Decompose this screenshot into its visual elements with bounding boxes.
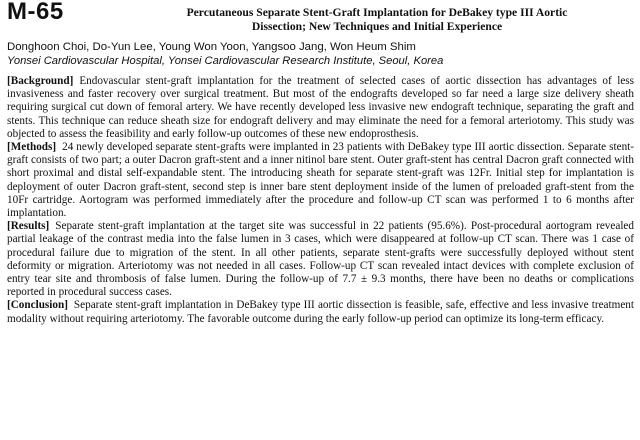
results-section xyxy=(7,220,634,299)
author-list: Donghoon Choi, Do-Yun Lee, Young Won Yoon, Yangsoo Jang, Won Heum Shim xyxy=(7,41,416,53)
title-line-2: Dissection; New Techniques and Initial Experience xyxy=(251,20,503,33)
methods-text: 24 newly developed separate stent-grafts were implanted in 23 patients with DeBakey type III aortic dissection. Separate stent-graft consists of two part; a outer Dacron graft-stent and a inner nitinol bare stent. Outer graft-stent has central Dacron graft connected with short proximal and distal self-expandable stent. The introducing sheath for separate stent-graft was 12Fr. Initial step for implantation is deployment of outer Dacron graft-stent, second step is inner bare stent deployment inside of the lumen of preloaded graft-stent from the 10Fr cartridge. Aortogram was performed immediately after the procedure and follow-up CT scan was performed 1 to 6 months after implantation. xyxy=(7,141,634,220)
conclusion-label: [Conclusion] xyxy=(7,299,68,312)
abstract-header xyxy=(4,0,634,40)
results-text: Separate stent-graft implantation at the target site was successful in 22 patients (95.6%). Post-procedural aortogram revealed partial leakage of the contrast media into the false lumen in 3 cases, which were disappeared at follow-up CT scan. There was 1 case of procedural failure due to migration of the stent. In all other patients, separate stent-grafts were successfully deployed without stent deformity or migration. Arteriotomy was not needed in all cases. Follow-up CT scan revealed intact devices with complete exclusion of entry tear site and thrombosis of false lumen. During the follow-up of 7.7 ± 9.3 months, there have been no deaths or complications reported in procedural success cases. xyxy=(7,220,634,299)
background-text: Endovascular stent-graft implantation for the treatment of selected cases of aortic dissection has advantages of less invasiveness and faster recovery over surgical treatment. But most of the endografts developed so far need a large size delivery sheath requiring surgical cut down of femoral artery. We have recently developed less invasive new endograft technique, separating the graft and stents. This technique can reduce sheath size for endograft delivery and may eliminate the need for a femoral arteriotomy. This study was objected to assess the feasibility and early follow-up outcomes of these new endoprosthesis. xyxy=(7,75,634,140)
abstract-id: M-65 xyxy=(7,0,64,25)
affiliation: Yonsei Cardiovascular Hospital, Yonsei Cardiovascular Research Institute, Seoul, Korea xyxy=(7,55,444,67)
conclusion-section xyxy=(7,299,634,325)
background-section xyxy=(7,75,634,141)
title-line-1: Percutaneous Separate Stent-Graft Implantation for DeBakey type III Aortic xyxy=(186,6,568,19)
methods-section xyxy=(7,141,634,220)
methods-label: [Methods] xyxy=(7,141,57,154)
background-label: [Background] xyxy=(7,75,74,87)
abstract-title xyxy=(124,6,630,34)
conclusion-text: Separate stent-graft implantation in DeBakey type III aortic dissection is feasible, safe, effective and less invasive treatment modality without requiring arteriotomy. The favorable outcome during the early follow-up period can optimize its long-term efficacy. xyxy=(7,299,634,325)
results-label: [Results] xyxy=(7,220,50,233)
